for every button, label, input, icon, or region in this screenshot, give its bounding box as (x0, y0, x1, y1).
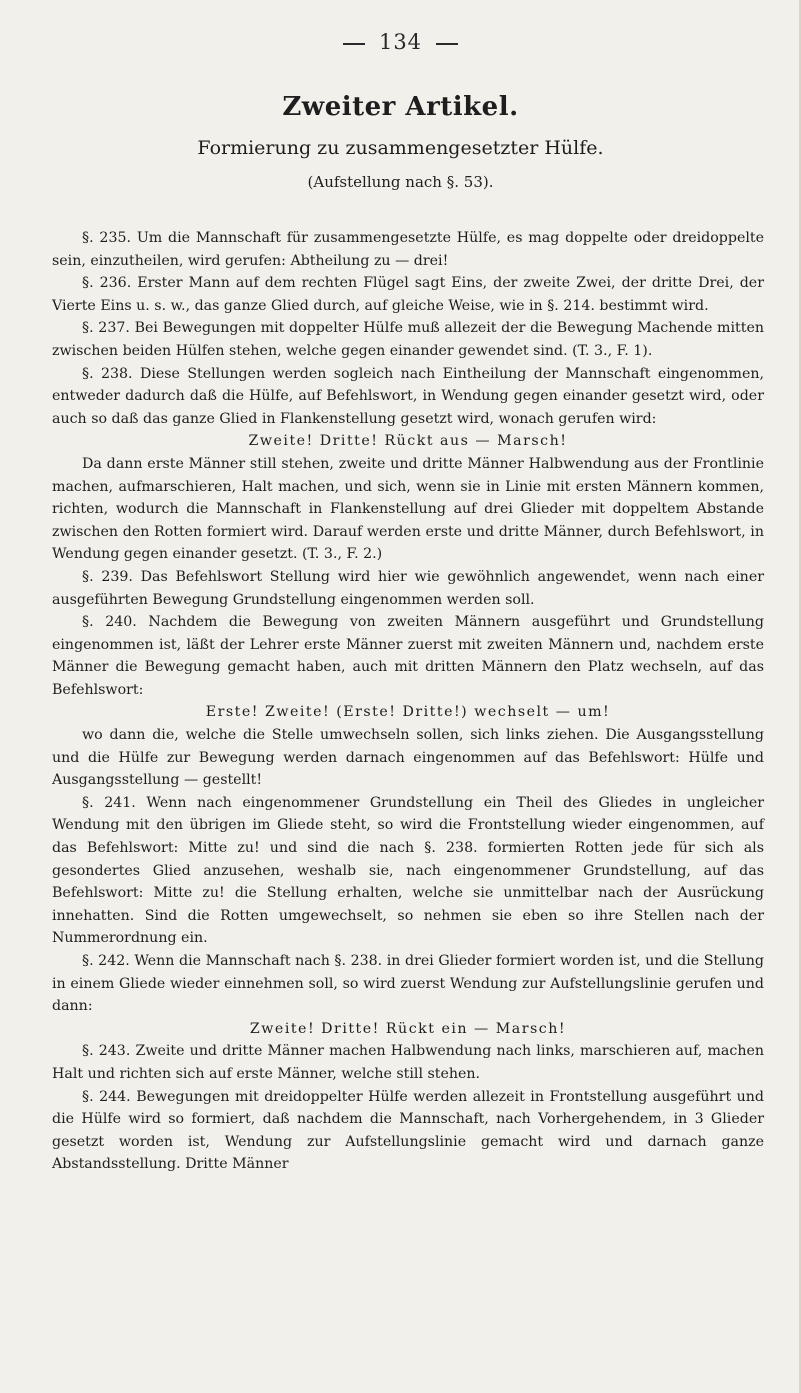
paragraph-241: §. 241. Wenn nach eingenommener Grundstellung ein Theil des Gliedes in ungleicher Wendung mit den übrigen im Gliede steht, so wird die Frontstellung wieder eingenommen, auf das Befehlswort: Mitte zu! und sind die nach §. 238. formierten Rotten jede für sich als gesondertes Glied anzusehen, weshalb sie, nach eingenommener Grundstellung, auf das Befehlswort: Mitte zu! die Stellung erhalten, welche sie unmittelbar nach der Ausrückung innehatten. Sind die Rotten umgewechselt, so nehmen sie eben so ihre Stellen nach der Nummerordnung ein. (52, 794, 764, 947)
paragraph-236: §. 236. Erster Mann auf dem rechten Flügel sagt Eins, der zweite Zwei, der dritte Drei, der Vierte Eins u. s. w., das ganze Glied durch, auf gleiche Weise, wie in §. 214. bestimmt wird. (52, 275, 764, 314)
article-title: Zweiter Artikel. (282, 92, 519, 122)
paragraph-243: §. 243. Zweite und dritte Männer machen Halbwendung nach links, marschieren auf, machen Halt und richten sich auf erste Männer, welche still stehen. (52, 1043, 764, 1082)
page-header (0, 30, 801, 54)
paragraph-238-continued: Da dann erste Männer still stehen, zweite und dritte Männer Halbwendung aus der Frontlinie machen, aufmarschieren, Halt machen, und sich, wenn sie in Linie mit ersten Männern kommen, richten, wodurch die Mannschaft in Flankenstellung auf drei Glieder mit doppeltem Abstande zwischen den Rotten formiert wird. Darauf werden erste und dritte Männer, durch Befehlswort, in Wendung gegen einander gesetzt. (T. 3., F. 2.) (52, 455, 764, 563)
header-dash-left (343, 43, 365, 45)
paragraph-235: §. 235. Um die Mannschaft für zusammengesetzte Hülfe, es mag doppelte oder dreidoppelte sein, einzutheilen, wird gerufen: Abtheilung zu — drei! (52, 230, 764, 269)
paragraph-242: §. 242. Wenn die Mannschaft nach §. 238. in drei Glieder formiert worden ist, und die Stellung in einem Gliede wieder einnehmen soll, so wird zuerst Wendung zur Aufstellungslinie gerufen und dann: (52, 953, 764, 1015)
heading-block (0, 92, 801, 192)
command-line: Zweite! Dritte! Rückt ein — Marsch! (249, 1020, 567, 1037)
header-dash-right (436, 43, 458, 45)
subtitle: Formierung zu zusammengesetzter Hülfe. (197, 137, 604, 159)
paragraph-240-continued: wo dann die, welche die Stelle umwechseln sollen, sich links ziehen. Die Ausgangsstellung und die Hülfe zur Bewegung werden darnach eingenommen auf das Befehlswort: Hülfe und Ausgangsstellung — gestellt! (52, 727, 764, 789)
reference-note: (Aufstellung nach §. 53). (307, 173, 494, 191)
paragraph-239: §. 239. Das Befehlswort Stellung wird hier wie gewöhnlich angewendet, wenn nach einer ausgeführten Bewegung Grundstellung eingenommen werden soll. (52, 568, 764, 608)
paragraph-244: §. 244. Bewegungen mit dreidoppelter Hülfe werden allezeit in Frontstellung ausgeführt und die Hülfe wird so formiert, daß nachdem die Mannschaft, nach Vorhergehendem, in 3 Glieder gesetzt worden ist, Wendung zur Aufstellungslinie gemacht wird und darnach ganze Abstandsstellung. Dritte Männer (52, 1088, 764, 1173)
body-text (52, 227, 764, 1176)
command-line: Erste! Zweite! (Erste! Dritte!) wechselt — um! (205, 704, 611, 721)
paragraph-238: §. 238. Diese Stellungen werden sogleich nach Eintheilung der Mannschaft eingenommen, entweder dadurch daß die Hülfe, auf Befehlswort, in Wendung gegen einander gesetzt wird, oder auch so daß das ganze Glied in Flankenstellung gesetzt wird, wonach gerufen wird: (52, 365, 764, 427)
page-number: 134 (378, 30, 423, 54)
command-line: Zweite! Dritte! Rückt aus — Marsch! (248, 433, 568, 450)
paragraph-237: §. 237. Bei Bewegungen mit doppelter Hülfe muß allezeit der die Bewegung Machende mitten zwischen beiden Hülfen stehen, welche gegen einander gewendet sind. (T. 3., F. 1). (52, 320, 764, 359)
paragraph-240: §. 240. Nachdem die Bewegung von zweiten Männern ausgeführt und Grundstellung eingenommen ist, läßt der Lehrer erste Männer zuerst mit zweiten Männern und, nachdem erste Männer die Bewegung gemacht haben, auch mit dritten Männern den Platz wechseln, auf das Befehlswort: (52, 614, 764, 698)
